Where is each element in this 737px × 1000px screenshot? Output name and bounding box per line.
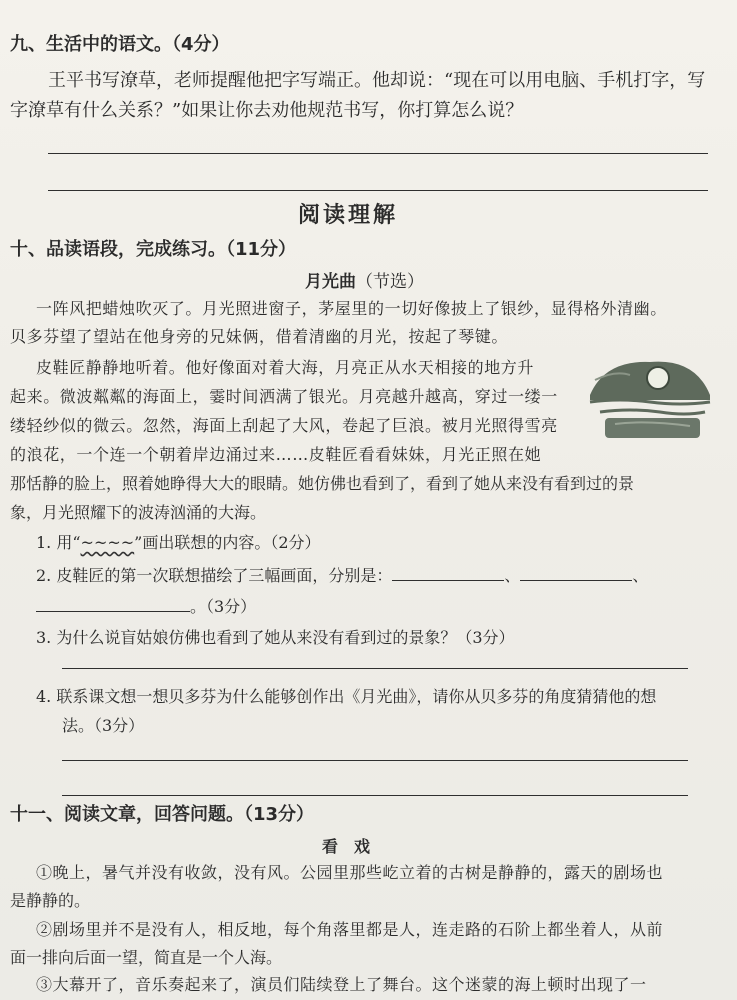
wavy-line-mark: ~~~~: [80, 533, 135, 552]
q10-sub3: 3. 为什么说盲姑娘仿佛也看到了她从来没有看到过的景象？（3分）: [36, 628, 515, 647]
q10-sub2-text: 2. 皮鞋匠的第一次联想描绘了三幅画面，分别是：: [36, 566, 393, 585]
q10-sub2-sep-2: 、: [632, 566, 649, 585]
reading-section-title: 阅读理解: [298, 203, 399, 228]
q11-p2-line1: ②剧场里并不是没有人，相反地，每个角落里都是人，连走路的石阶上都坐着人，从前: [36, 920, 664, 939]
moon-sea-illustration: [585, 340, 715, 450]
passage-p2-line1: 皮鞋匠静静地听着。他好像面对着大海，月亮正从水天相接的地方升: [36, 358, 535, 377]
q10-heading: 十、品读语段，完成练习。（11分）: [10, 239, 297, 260]
q9-answer-line-2[interactable]: [48, 190, 708, 191]
q10-sub4-line1: 4. 联系课文想一想贝多芬为什么能够创作出《月光曲》，请你从贝多芬的角度猜猜他的想: [36, 687, 657, 706]
q11-heading: 十一、阅读文章，回答问题。（13分）: [10, 804, 315, 825]
passage-p1-line2: 贝多芬望了望站在他身旁的兄妹俩，借着清幽的月光，按起了琴键。: [10, 327, 509, 346]
q10-sub1-text-b: ”画出联想的内容。（2分）: [134, 533, 321, 552]
passage-title-main: 月光曲: [305, 272, 356, 292]
passage-p2-line5: 那恬静的脸上，照着她睁得大大的眼睛。她仿佛也看到了，看到了她从来没有看到过的景: [10, 474, 635, 493]
q10-sub2-blank-2[interactable]: [520, 566, 632, 581]
passage-title-note: （节选）: [356, 272, 424, 292]
q11-p3-line1: ③大幕开了，音乐奏起来了，演员们陆续登上了舞台。这个迷蒙的海上顿时出现了一: [36, 975, 647, 994]
q10-sub2-blank-1[interactable]: [392, 566, 504, 581]
q10-sub4-answer-line-1[interactable]: [62, 760, 688, 761]
passage-p2-line2: 起来。微波粼粼的海面上，霎时间洒满了银光。月亮越升越高，穿过一缕一: [10, 387, 558, 406]
q10-sub4-line2: 法。（3分）: [62, 716, 145, 735]
q9-text-line1: 王平书写潦草，老师提醒他把字写端正。他却说：“现在可以用电脑、手机打字，写: [48, 70, 706, 91]
passage-p2-line4: 的浪花，一个连一个朝着岸边涌过来……皮鞋匠看看妹妹，月光正照在她: [10, 445, 542, 464]
passage-p1-line1: 一阵风把蜡烛吹灭了。月光照进窗子，茅屋里的一切好像披上了银纱，显得格外清幽。: [36, 299, 667, 318]
q9-heading: 九、生活中的语文。（4分）: [10, 34, 230, 55]
q10-sub2-blank-3[interactable]: [36, 597, 190, 612]
q11-p2-line2: 面一排向后面一望，简直是一个人海。: [10, 948, 283, 967]
q10-sub1-text-a: 1. 用“: [36, 533, 81, 552]
q11-passage-title: 看 戏: [322, 837, 371, 856]
q10-sub1: [36, 530, 321, 553]
q10-sub2-sep-1: 、: [504, 566, 521, 585]
passage-p2-line6: 象，月光照耀下的波涛汹涌的大海。: [10, 503, 267, 522]
q10-sub2-line1: [36, 563, 648, 586]
q10-sub2-end: 。（3分）: [190, 597, 257, 616]
q9-text-line2: 字潦草有什么关系？”如果让你去劝他规范书写，你打算怎么说？: [10, 100, 524, 121]
passage-title: [305, 267, 424, 292]
passage-p2-line3: 缕轻纱似的微云。忽然，海面上刮起了大风，卷起了巨浪。被月光照得雪亮: [10, 416, 558, 435]
q10-sub4-answer-line-2[interactable]: [62, 795, 688, 796]
q10-sub2-line2: [36, 594, 256, 617]
q10-sub3-answer-line[interactable]: [62, 668, 688, 669]
q11-p1-line1: ①晚上，暑气并没有收敛，没有风。公园里那些屹立着的古树是静静的，露天的剧场也: [36, 863, 664, 882]
q11-p1-line2: 是静静的。: [10, 891, 91, 910]
q9-answer-line-1[interactable]: [48, 153, 708, 154]
